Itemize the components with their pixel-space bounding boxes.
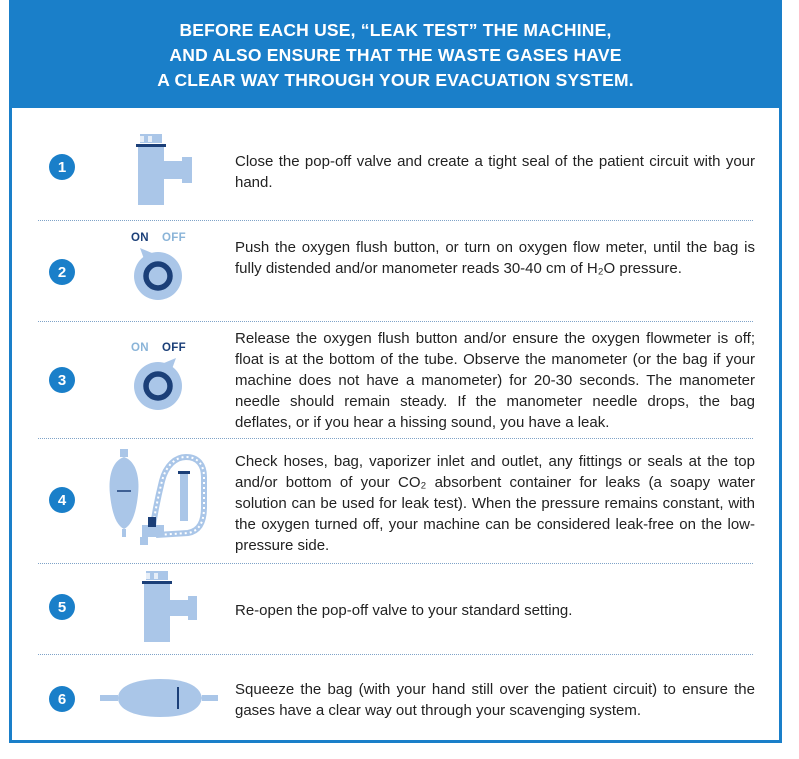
step-3 <box>12 322 779 438</box>
on-label: ON <box>131 232 149 244</box>
step-number-badge: 4 <box>49 487 75 513</box>
oxygen-flush-button-off-icon <box>130 357 190 413</box>
step-2 <box>12 221 779 321</box>
step-number-badge: 3 <box>49 367 75 393</box>
on-label: ON <box>131 342 149 354</box>
step-number-badge: 1 <box>49 154 75 180</box>
breathing-bag-and-hoses-icon <box>104 447 224 551</box>
step-number-badge: 2 <box>49 259 75 285</box>
header-line-1: BEFORE EACH USE, “LEAK TEST” THE MACHINE, <box>179 20 612 40</box>
step-description: Squeeze the bag (with your hand still over the patient circuit) to ensure the gases have a clear way out through your scavenging system. <box>235 681 755 719</box>
off-label: OFF <box>162 232 186 244</box>
header-line-2: AND ALSO ENSURE THAT THE WASTE GASES HAVE <box>169 45 622 65</box>
step-number-badge: 5 <box>49 594 75 620</box>
pop-off-valve-closed-icon <box>122 131 212 211</box>
header-banner <box>12 3 779 108</box>
off-label: OFF <box>162 342 186 354</box>
step-1 <box>12 113 779 221</box>
oxygen-flush-button-on-icon <box>130 247 190 303</box>
step-4 <box>12 439 779 563</box>
step-description: Close the pop-off valve and create a tight seal of the patient circuit with your hand. <box>235 153 755 191</box>
header-line-3: A CLEAR WAY THROUGH YOUR EVACUATION SYSTEM. <box>157 70 634 90</box>
pop-off-valve-open-icon <box>122 568 212 650</box>
step-description: Re-open the pop-off valve to your standard setting. <box>235 602 573 619</box>
squeeze-bag-icon <box>98 675 222 721</box>
step-description: Check hoses, bag, vaporizer inlet and outlet, any fittings or seals at the top and/or bottom of your CO₂ absorbent container for leaks (a soapy water solution can be used for leak test). When the pressure remains constant, with the oxygen turned off, your machine can be considered leak-free on the low-pressure side. <box>235 453 755 554</box>
step-description: Release the oxygen flush button and/or ensure the oxygen flowmeter is off; float is at the bottom of the tube. Observe the manometer (or the bag if your machine does not have a manometer) for 20-30 seconds. The manometer needle should remain steady. If the manometer needle drops, the bag deflates, or if you hear a hissing sound, you have a leak. <box>235 330 755 431</box>
step-description: Push the oxygen flush button, or turn on oxygen flow meter, until the bag is fully distended and/or manometer reads 30-40 cm of H₂O pressure. <box>235 239 755 277</box>
step-6 <box>12 655 779 741</box>
step-5 <box>12 564 779 654</box>
leak-test-card <box>9 0 782 743</box>
step-number-badge: 6 <box>49 686 75 712</box>
